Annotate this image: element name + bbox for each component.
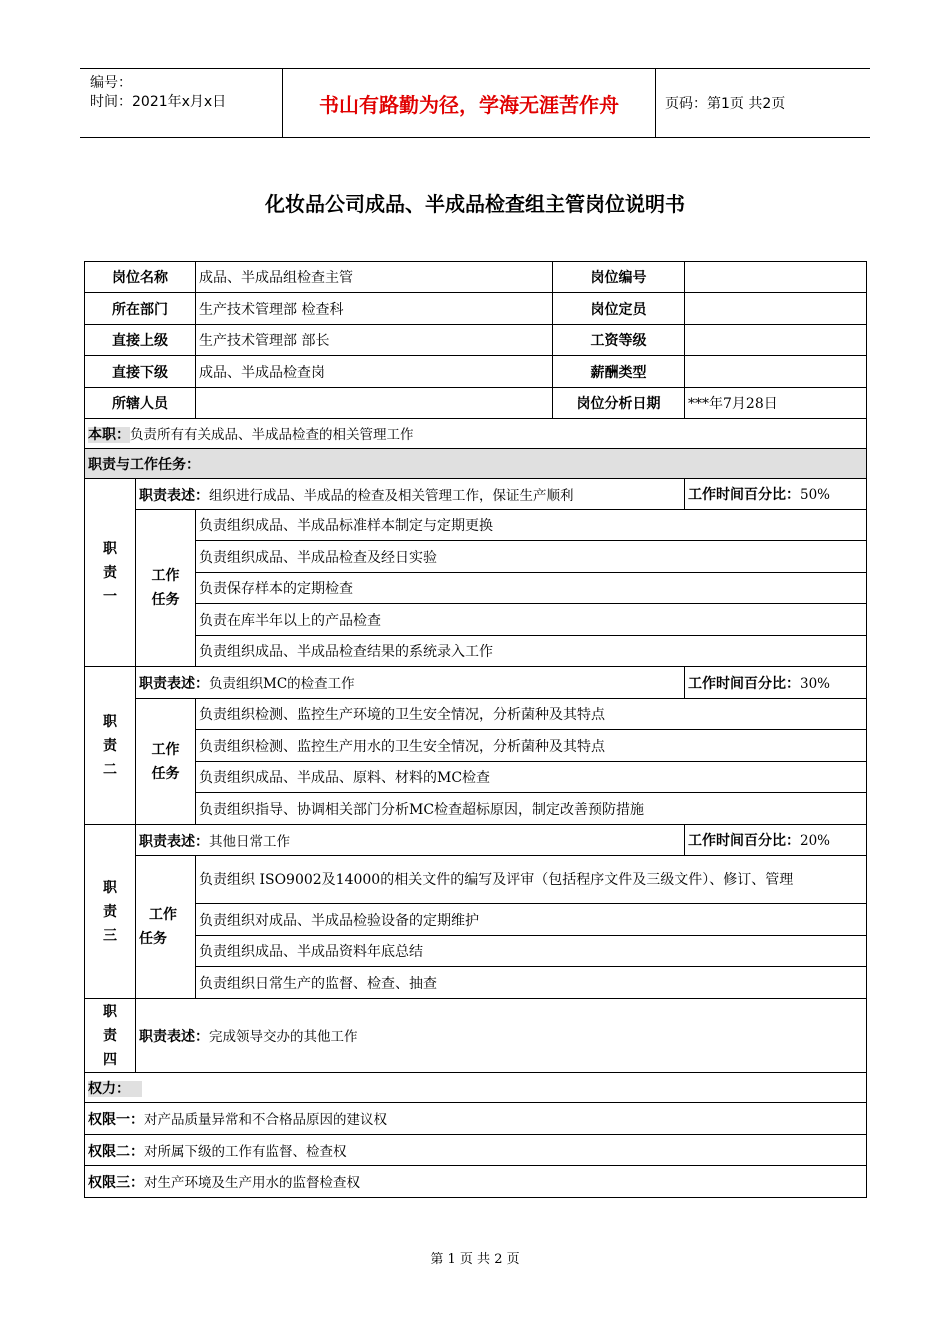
authority-item-text: 对生产环境及生产用水的监督检查权 [144, 1175, 360, 1191]
info-label: 所在部门 [85, 293, 196, 325]
task-row [85, 541, 867, 573]
duty-text: 负责所有有关成品、半成品检查的相关管理工作 [130, 427, 414, 443]
statement-text: 组织进行成品、半成品的检查及相关管理工作，保证生产顺利 [209, 487, 574, 504]
task-row [85, 762, 867, 793]
header-meta [90, 74, 226, 112]
duty-label: 本职： [88, 427, 130, 443]
authority-row [85, 1166, 867, 1198]
responsibility-name: 职 责 四 [85, 999, 136, 1073]
task-text: 负责组织日常生产的监督、检查、抽查 [196, 967, 867, 999]
page-footer: 第 1 页 共 2 页 [430, 1252, 520, 1267]
authority-item-label: 权限一： [88, 1112, 144, 1128]
task-text: 负责组织对成品、半成品检验设备的定期维护 [196, 904, 867, 936]
percent-value: 20% [800, 833, 831, 849]
statement-label: 职责表述： [139, 833, 209, 850]
task-text: 负责在库半年以上的产品检查 [196, 604, 867, 636]
tasks-label: 工作 任务 [136, 856, 196, 999]
info-label2: 薪酬类型 [553, 356, 685, 388]
statement-text: 其他日常工作 [209, 833, 290, 850]
info-value [196, 388, 553, 419]
task-row [85, 573, 867, 604]
header-motto: 书山有路勤为径，学海无涯苦作舟 [282, 69, 656, 137]
statement-row [85, 667, 867, 699]
statement-label: 职责表述： [139, 487, 209, 504]
authority-row [85, 1103, 867, 1135]
info-label: 直接下级 [85, 356, 196, 388]
task-row [85, 904, 867, 936]
task-text: 负责组织成品、半成品标准样本制定与定期更换 [196, 510, 867, 541]
task-row [85, 699, 867, 730]
authority-item-label: 权限三： [88, 1175, 144, 1191]
percent-value: 30% [800, 675, 831, 692]
responsibilities-label: 职责与工作任务： [85, 449, 867, 479]
task-text: 负责组织 ISO9002及14000的相关文件的编写及评审（包括程序文件及三级文件）、修订、管理 [196, 856, 867, 904]
tasks-label: 工作 任务 [136, 699, 196, 825]
info-label: 直接上级 [85, 325, 196, 356]
info-label: 所辖人员 [85, 388, 196, 419]
authority-header-row [85, 1073, 867, 1103]
page-header [80, 68, 870, 138]
document-title: 化妆品公司成品、半成品检查组主管岗位说明书 [265, 192, 685, 216]
number-label: 编号： [90, 75, 132, 91]
header-page-info: 页码：第1页 共2页 [665, 96, 786, 112]
responsibility-name: 职 责 三 [85, 825, 136, 999]
info-row [85, 356, 867, 388]
info-value: 成品、半成品组检查主管 [196, 262, 553, 293]
time-label: 时间：2021年x月x日 [90, 94, 227, 110]
info-value: 生产技术管理部 部长 [196, 325, 553, 356]
task-row [85, 856, 867, 904]
info-label2: 岗位分析日期 [553, 388, 685, 419]
task-text: 负责组织检测、监控生产用水的卫生安全情况，分析菌种及其特点 [196, 730, 867, 762]
percent-label: 工作时间百分比： [688, 487, 800, 503]
percent-label: 工作时间百分比： [688, 675, 800, 692]
task-row [85, 967, 867, 999]
statement-text: 负责组织MC的检查工作 [209, 676, 355, 692]
info-value2 [685, 293, 867, 325]
task-text: 负责保存样本的定期检查 [196, 573, 867, 604]
info-label2: 工资等级 [553, 325, 685, 356]
task-text: 负责组织检测、监控生产环境的卫生安全情况，分析菌种及其特点 [196, 699, 867, 730]
info-value2 [685, 262, 867, 293]
info-value2: ***年7月28日 [685, 388, 867, 419]
task-text: 负责组织指导、协调相关部门分析MC检查超标原因，制定改善预防措施 [196, 793, 867, 825]
statement-row [85, 999, 867, 1073]
authority-item-label: 权限二： [88, 1143, 144, 1160]
info-label2: 岗位编号 [553, 262, 685, 293]
task-row [85, 604, 867, 636]
info-row [85, 325, 867, 356]
tasks-label: 工作 任务 [136, 510, 196, 667]
statement-text: 完成领导交办的其他工作 [209, 1029, 358, 1045]
task-text: 负责组织成品、半成品检查结果的系统录入工作 [196, 636, 867, 667]
task-row [85, 936, 867, 967]
info-value2 [685, 325, 867, 356]
percent-label: 工作时间百分比： [688, 833, 800, 849]
statement-row [85, 825, 867, 856]
authority-label: 权力： [88, 1081, 142, 1097]
info-value: 成品、半成品检查岗 [196, 356, 553, 388]
task-row [85, 636, 867, 667]
statement-label: 职责表述： [139, 676, 209, 692]
responsibilities-header-row [85, 449, 867, 479]
job-description-table [84, 261, 867, 1198]
authority-item-text: 对所属下级的工作有监督、检查权 [144, 1143, 347, 1160]
percent-value: 50% [800, 487, 831, 503]
statement-label: 职责表述： [139, 1029, 209, 1045]
info-value: 生产技术管理部 检查科 [196, 293, 553, 325]
info-row [85, 262, 867, 293]
authority-row [85, 1135, 867, 1166]
responsibility-name: 职 责 二 [85, 667, 136, 825]
task-text: 负责组织成品、半成品检查及经日实验 [196, 541, 867, 573]
task-row [85, 793, 867, 825]
info-row [85, 388, 867, 419]
info-label2: 岗位定员 [553, 293, 685, 325]
task-row [85, 730, 867, 762]
statement-row [85, 479, 867, 510]
info-row [85, 293, 867, 325]
duty-row [85, 419, 867, 449]
task-text: 负责组织成品、半成品、原料、材料的MC检查 [196, 762, 867, 793]
task-row [85, 510, 867, 541]
responsibility-name: 职 责 一 [85, 479, 136, 667]
task-text: 负责组织成品、半成品资料年底总结 [196, 936, 867, 967]
info-label: 岗位名称 [85, 262, 196, 293]
authority-item-text: 对产品质量异常和不合格品原因的建议权 [144, 1112, 387, 1128]
info-value2 [685, 356, 867, 388]
